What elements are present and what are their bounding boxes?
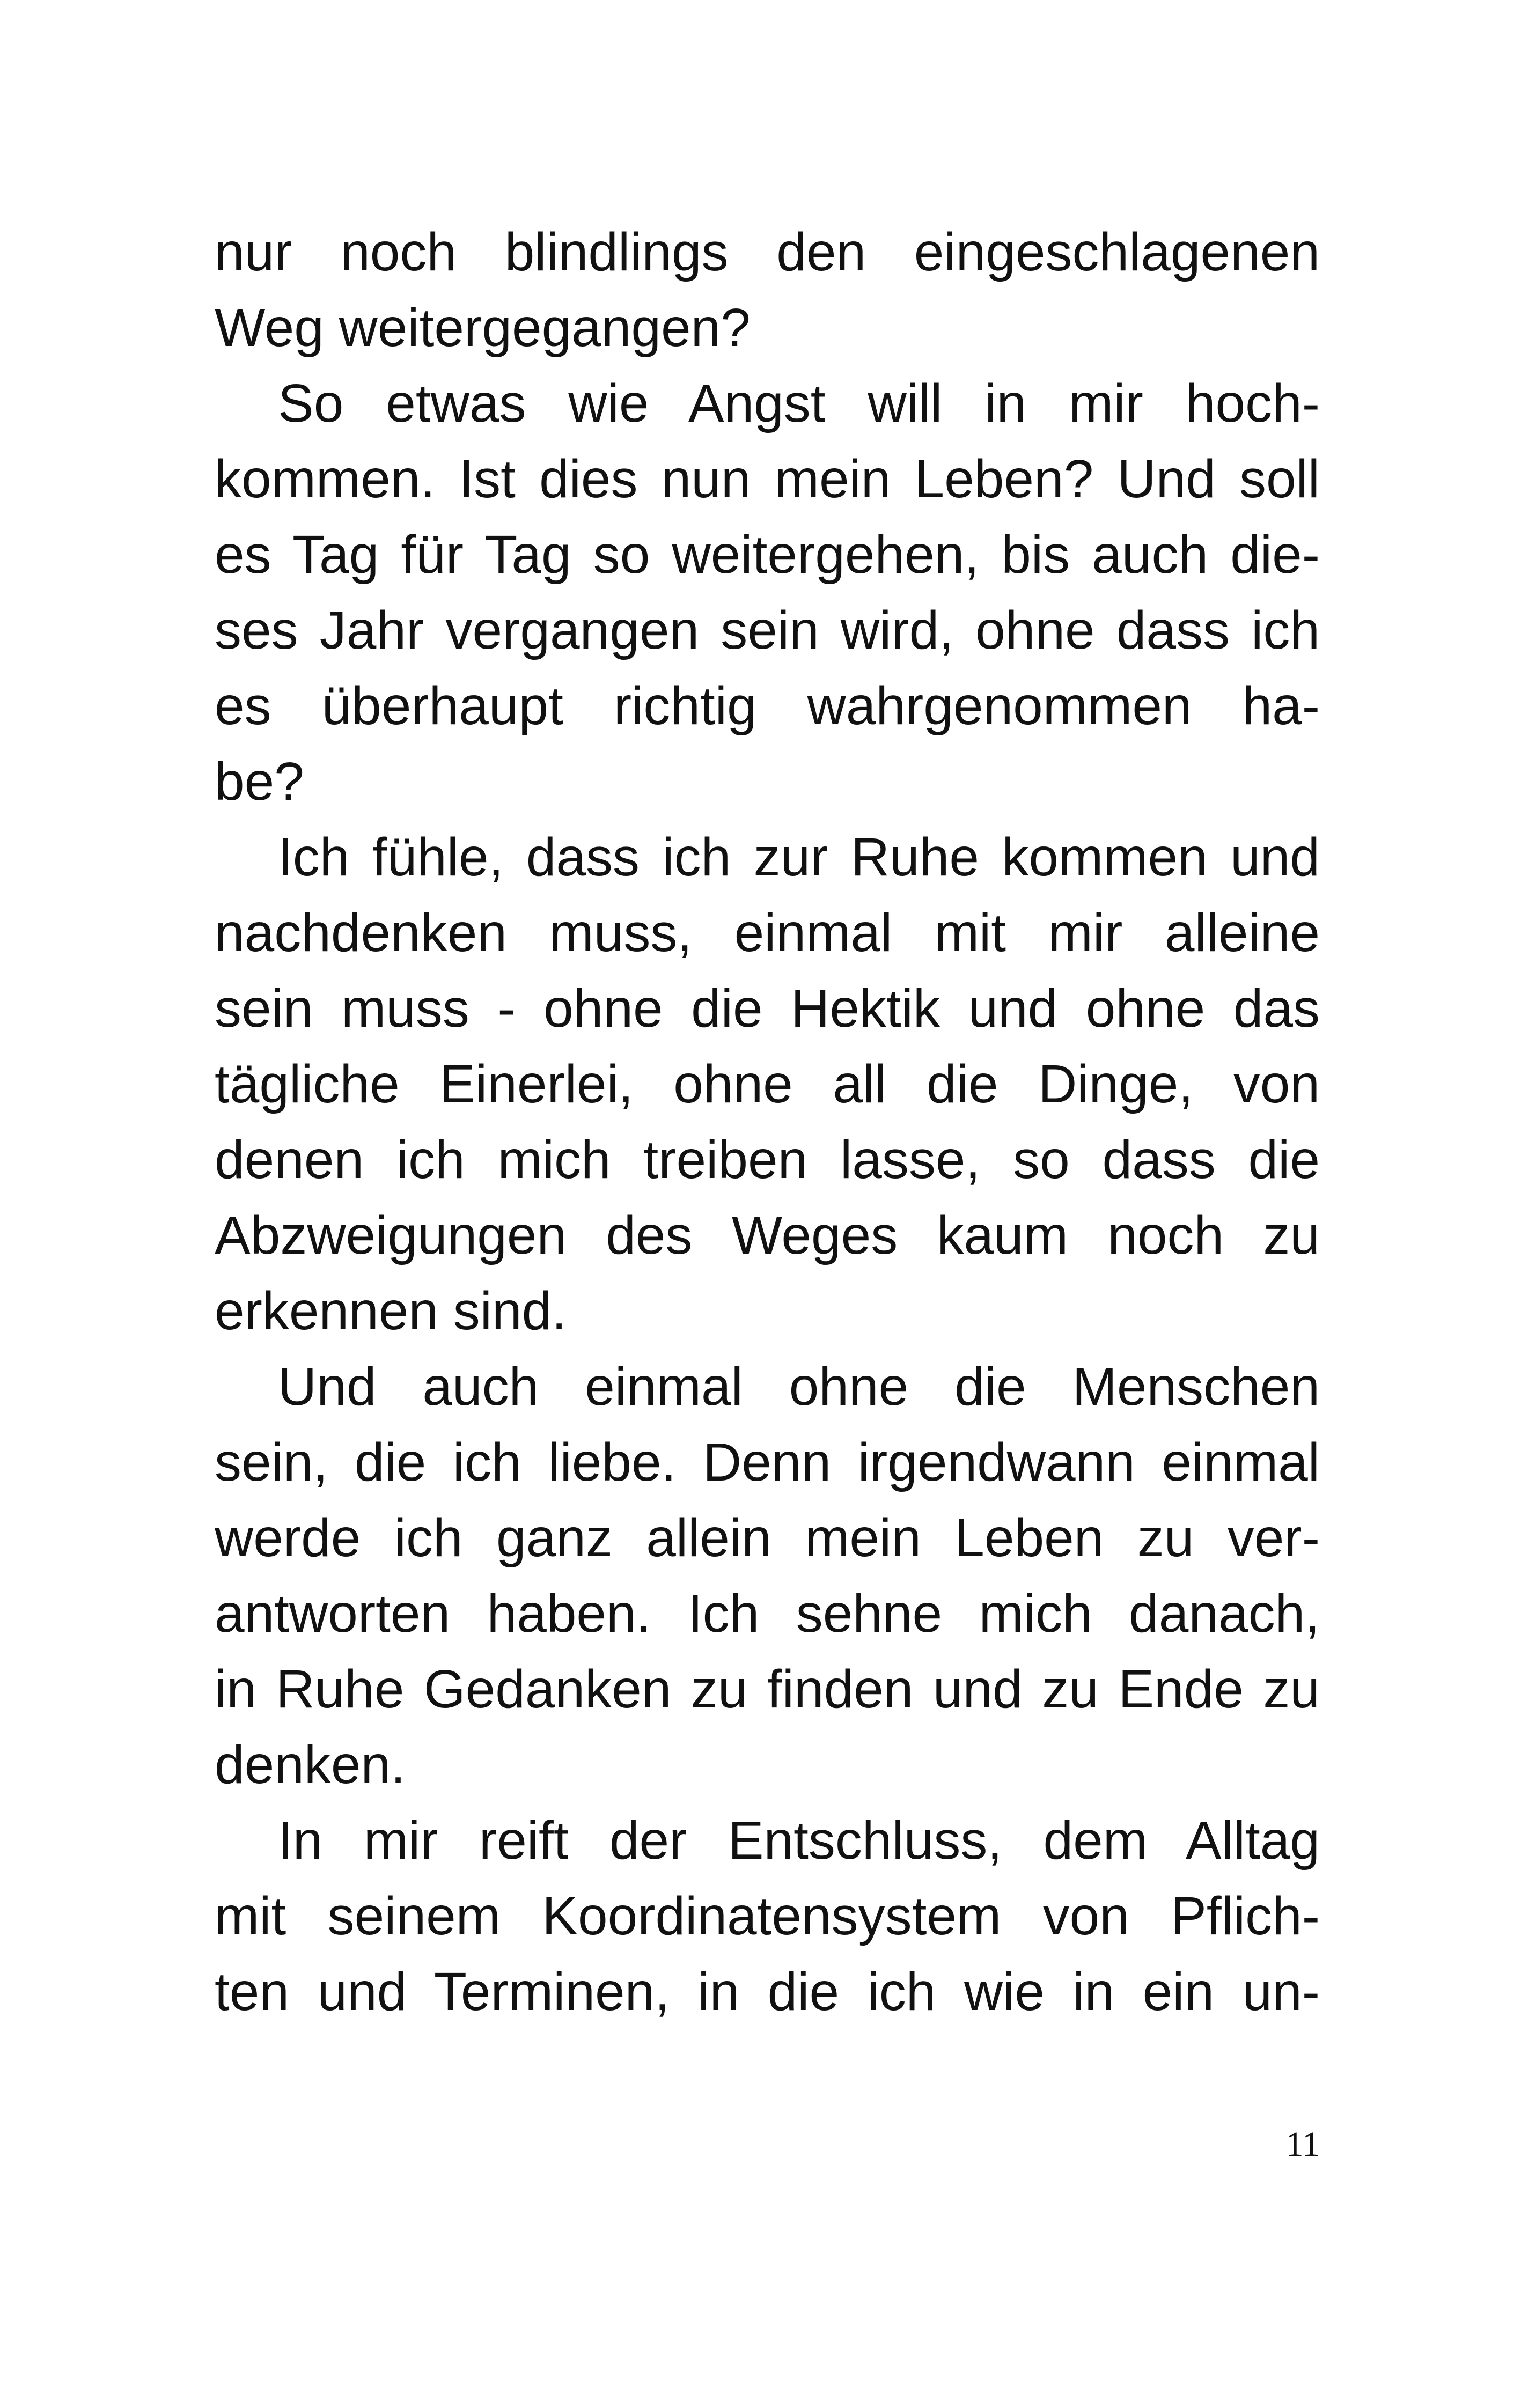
text-line: kommen. Ist dies nun mein Leben? Und soll [215, 449, 1320, 509]
text-line: erkennen sind. [215, 1281, 567, 1341]
text-line: denen ich mich treiben lasse, so dass die [215, 1130, 1320, 1190]
body-text [215, 215, 1320, 2030]
text-line: ten und Terminen, in die ich wie in ein un- [215, 1962, 1320, 2022]
text-line: nachdenken muss, einmal mit mir alleine [215, 903, 1320, 963]
text-line: in Ruhe Gedanken zu finden und zu Ende zu [215, 1659, 1320, 1719]
text-line: antworten haben. Ich sehne mich danach, [215, 1584, 1320, 1644]
text-line: nur noch blindlings den eingeschlagenen [215, 222, 1320, 282]
text-line: es überhaupt richtig wahrgenommen ha- [215, 676, 1320, 736]
text-line: Abzweigungen des Weges kaum noch zu [215, 1205, 1320, 1265]
text-line: sein, die ich liebe. Denn irgendwann einmal [215, 1432, 1320, 1492]
text-line: es Tag für Tag so weitergehen, bis auch die- [215, 525, 1320, 585]
text-line: ses Jahr vergangen sein wird, ohne dass ich [215, 600, 1320, 660]
text-line: Weg weitergegangen? [215, 298, 751, 358]
text-line: Ich fühle, dass ich zur Ruhe kommen und [278, 827, 1320, 887]
text-line: In mir reift der Entschluss, dem Alltag [278, 1810, 1320, 1871]
text-line: denken. [215, 1735, 406, 1795]
text-line: sein muss - ohne die Hektik und ohne das [215, 978, 1320, 1039]
text-line: tägliche Einerlei, ohne all die Dinge, von [215, 1054, 1320, 1114]
text-line: So etwas wie Angst will in mir hoch- [278, 373, 1320, 433]
text-line: mit seinem Koordinatensystem von Pflich- [215, 1886, 1320, 1946]
text-line: be? [215, 752, 304, 812]
page-number: 11 [1285, 2125, 1320, 2164]
text-line: Und auch einmal ohne die Menschen [278, 1357, 1320, 1417]
text-line: werde ich ganz allein mein Leben zu ver- [215, 1508, 1320, 1568]
